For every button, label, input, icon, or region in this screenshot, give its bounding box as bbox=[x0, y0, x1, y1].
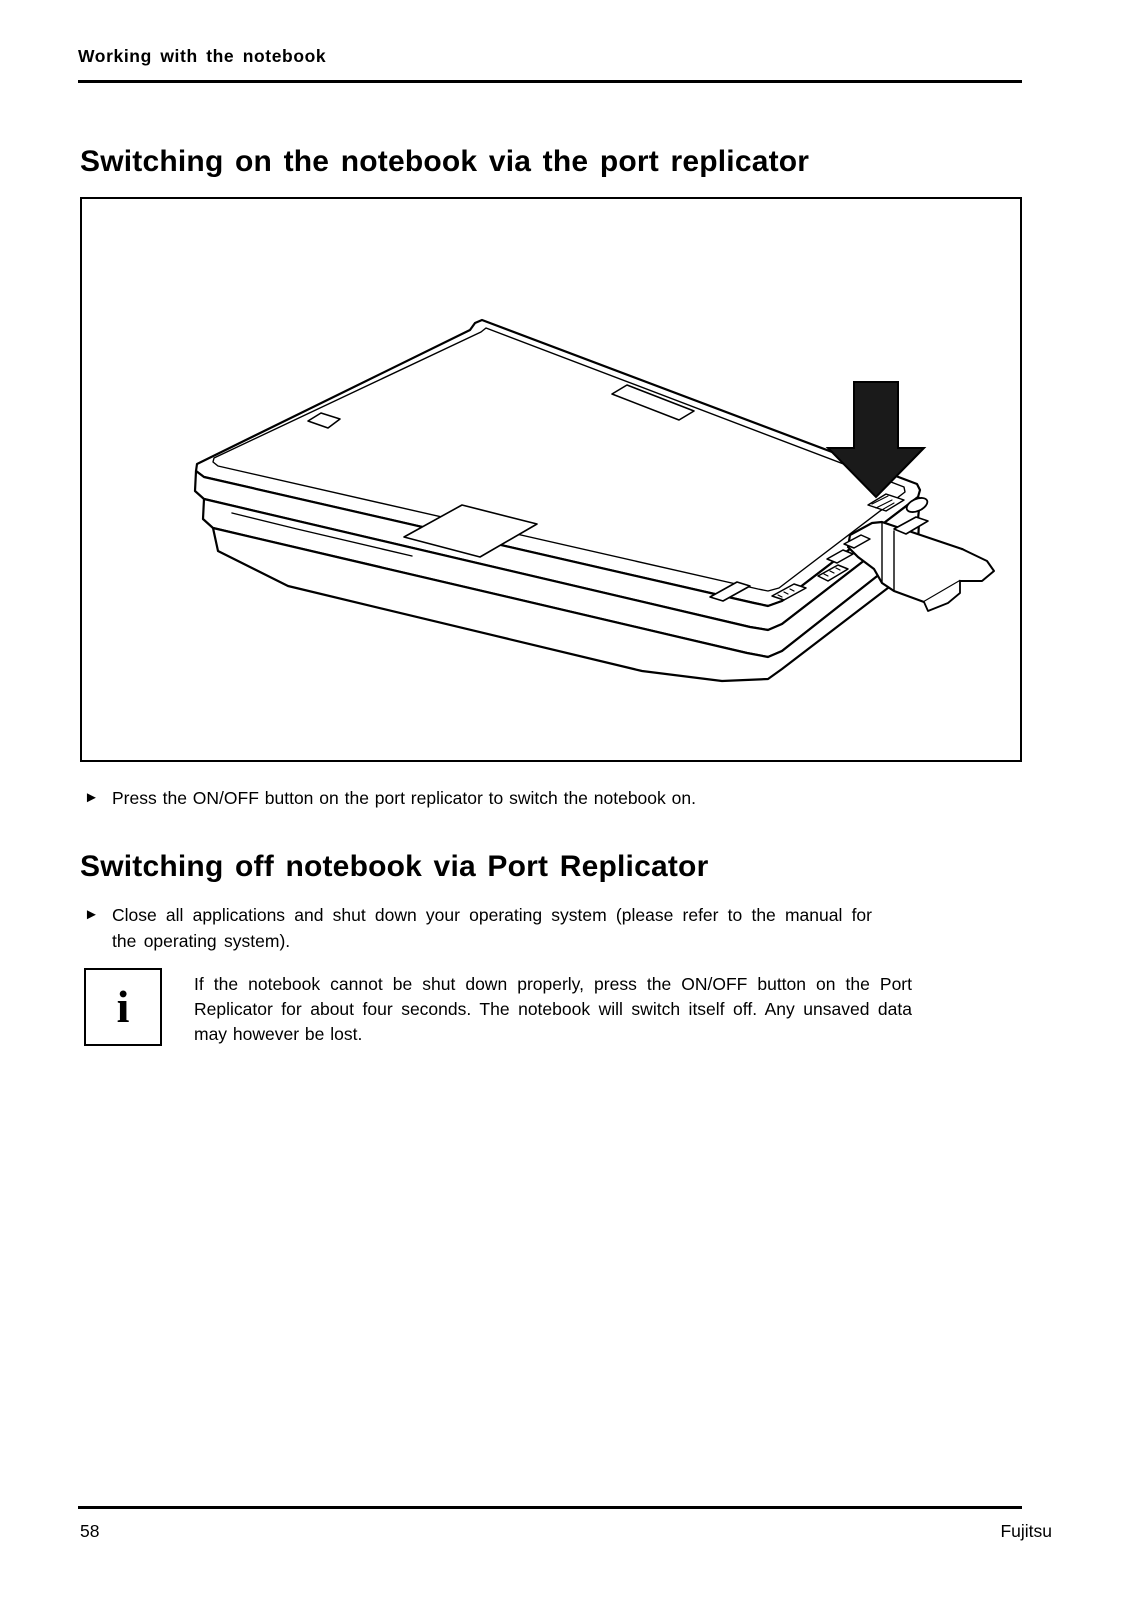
header-title: Working with the notebook bbox=[78, 46, 327, 66]
note-text: If the notebook cannot be shut down properly, press the ON/OFF button on the Port Replicator for about four seconds. The notebook will switch itself off. Any unsaved data may however be lost. bbox=[194, 974, 912, 1044]
info-icon: i bbox=[84, 968, 162, 1046]
note-callout bbox=[84, 968, 964, 1047]
header-divider bbox=[78, 80, 1022, 83]
brand-name: Fujitsu bbox=[1000, 1521, 1052, 1541]
page-number: 58 bbox=[80, 1521, 100, 1541]
notebook-illustration bbox=[82, 199, 1020, 760]
section-title-switching-off: Switching off notebook via Port Replicator bbox=[80, 850, 709, 883]
bullet-arrow-icon: ► bbox=[84, 789, 99, 806]
bullet-arrow-icon: ► bbox=[84, 906, 99, 923]
instruction-close-applications bbox=[84, 902, 884, 954]
figure-notebook-port-replicator bbox=[80, 197, 1022, 762]
section-title-switching-on: Switching on the notebook via the port replicator bbox=[80, 145, 810, 178]
instruction-text: Press the ON/OFF button on the port replicator to switch the notebook on. bbox=[112, 788, 696, 808]
instruction-text: Close all applications and shut down your operating system (please refer to the manual for the operating system). bbox=[112, 905, 872, 951]
footer-divider bbox=[78, 1506, 1022, 1509]
page-header bbox=[78, 46, 1022, 67]
instruction-press-on-off-button bbox=[84, 785, 964, 811]
